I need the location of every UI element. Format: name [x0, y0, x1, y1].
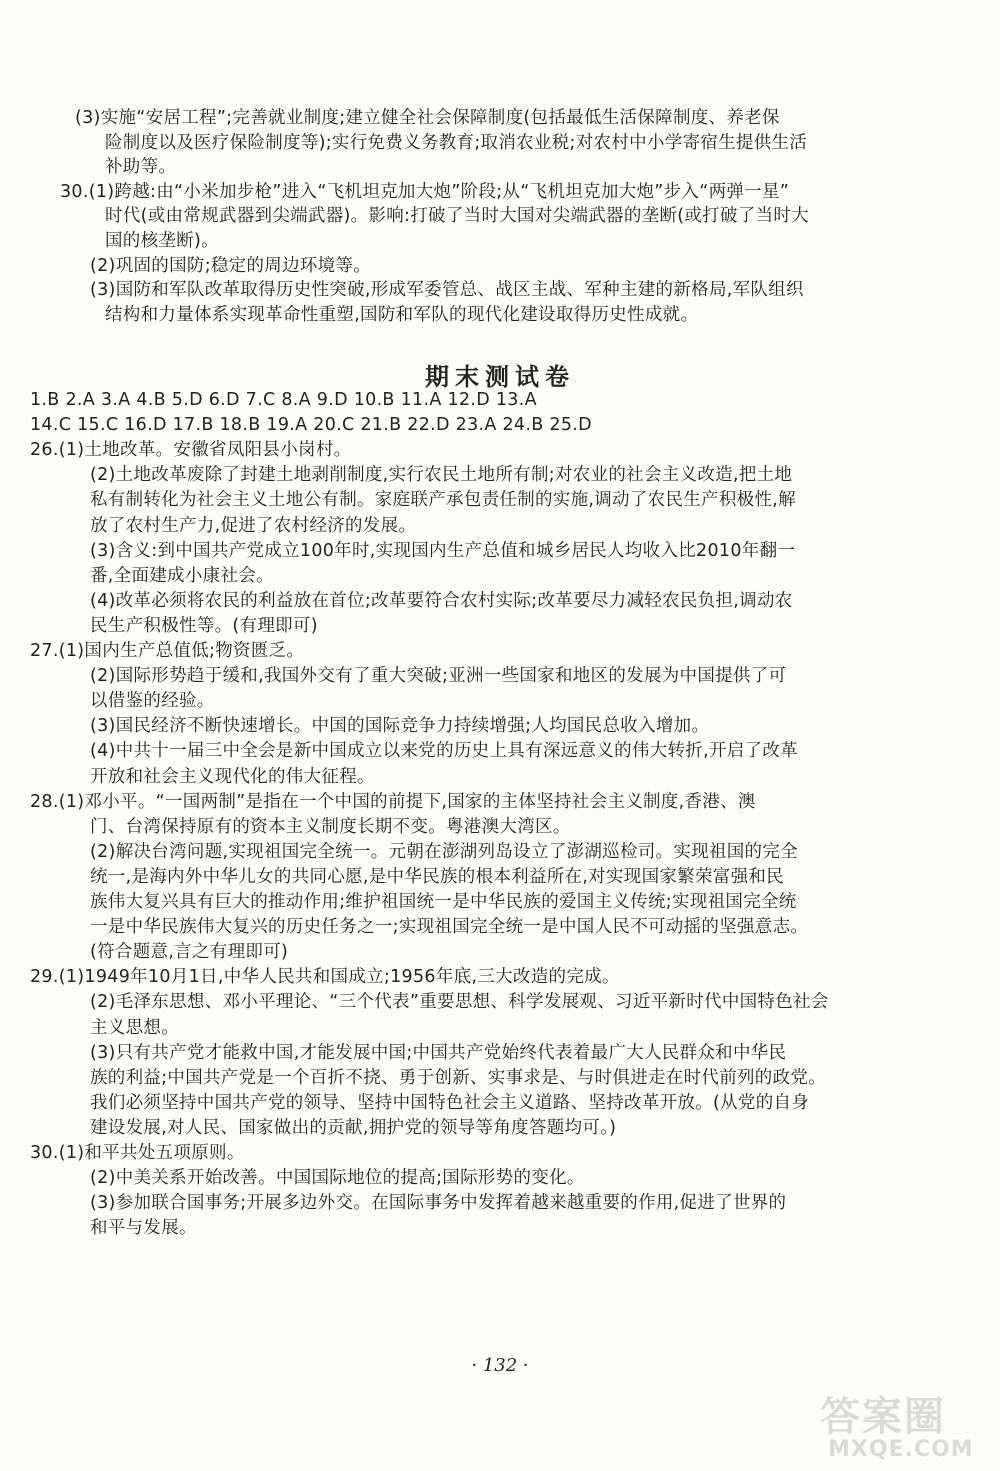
page-number: · 132 · — [471, 1355, 529, 1376]
text-line: (4)中共十一届三中全会是新中国成立以来党的历史上具有深远意义的伟大转折,开启了改革 — [90, 741, 798, 762]
text-line: 私有制转化为社会主义土地公有制。家庭联产承包责任制的实施,调动了农民生产积极性,解 — [90, 490, 796, 511]
text-line: 30.(1)跨越:由“小米加步枪”进入“飞机坦克加大炮”阶段;从“飞机坦克加大炮”步入“两弹一星” — [60, 181, 790, 202]
text-line: (3)参加联合国事务;开展多边外交。在国际事务中发挥着越来越重要的作用,促进了世界的 — [90, 1193, 787, 1214]
text-line: 结构和力量体系实现革命性重塑,国防和军队的现代化建设取得历史性成就。 — [105, 304, 699, 325]
text-line: 统一,是海内外中华儿女的共同心愿,是中华民族的根本利益所在,对实现国家繁荣富强和民 — [90, 866, 784, 887]
text-line: (3)实施“安居工程”;完善就业制度;建立健全社会保障制度(包括最低生活保障制度、养老保 — [75, 108, 780, 128]
text-line: 建设发展,对人民、国家做出的贡献,拥护党的领导等角度答题均可。) — [90, 1117, 617, 1138]
text-line: 时代(或由常规武器到尖端武器)。影响:打破了当时大国对尖端武器的垄断(或打破了当时大 — [105, 206, 809, 227]
text-line: 民生产积极性等。(有理即可) — [90, 615, 318, 636]
watermark-logo: 答案圈 — [820, 1394, 946, 1440]
text-line: 1.B 2.A 3.A 4.B 5.D 6.D 7.C 8.A 9.D 10.B 11.A 12.D 13.A — [30, 390, 537, 410]
text-line: 族的利益;中国共产党是一个百折不挠、勇于创新、实事求是、与时俱进走在时代前列的政党。 — [90, 1067, 826, 1088]
text-line: (2)巩固的国防;稳定的周边环境等。 — [90, 255, 372, 276]
text-line: 番,全面建成小康社会。 — [90, 565, 274, 586]
text-line: 28.(1)邓小平。“一国两制”是指在一个中国的前提下,国家的主体坚持社会主义制度,香港、澳 — [30, 791, 756, 812]
text-line: 27.(1)国内生产总值低;物资匮乏。 — [30, 641, 305, 661]
text-line: 族伟大复兴具有巨大的推动作用;维护祖国统一是中华民族的爱国主义传统;实现祖国完全统 — [90, 892, 797, 912]
text-line: (2)毛泽东思想、邓小平理论、“三个代表”重要思想、科学发展观、习近平新时代中国特色社会 — [90, 992, 829, 1013]
text-line: 放了农村生产力,促进了农村经济的发展。 — [90, 515, 417, 536]
text-line: (3)国防和军队改革取得历史性突破,形成军委管总、战区主战、军种主建的新格局,军队组织 — [90, 280, 804, 301]
text-line: (符合题意,言之有理即可) — [90, 942, 289, 963]
text-line: 30.(1)和平共处五项原则。 — [30, 1143, 245, 1163]
text-line: (4)改革必须将农民的利益放在首位;改革要符合农村实际;改革要尽力减轻农民负担,调动农 — [90, 590, 793, 611]
text-line: 主义思想。 — [90, 1017, 179, 1038]
text-line: 补助等。 — [105, 157, 177, 178]
watermark — [820, 1385, 990, 1465]
text-line: (2)中美关系开始改善。中国国际地位的提高;国际形势的变化。 — [90, 1168, 585, 1189]
text-line: (3)只有共产党才能救中国,才能发展中国;中国共产党始终代表着最广大人民群众和中华民 — [90, 1042, 787, 1063]
text-line: (2)土地改革废除了封建土地剥削制度,实行农民土地所有制;对农业的社会主义改造,把土地 — [90, 465, 793, 486]
text-line: 以借鉴的经验。 — [90, 691, 215, 712]
section-title: 期末测试卷 — [425, 362, 575, 391]
text-line: 我们必须坚持中国共产党的领导、坚持中国特色社会主义道路、坚持改革开放。(从党的自身 — [90, 1092, 810, 1113]
text-line: 险制度以及医疗保险制度等);实行免费义务教育;取消农业税;对农村中小学寄宿生提供生活 — [105, 132, 808, 153]
text-line: 14.C 15.C 16.D 17.B 18.B 19.A 20.C 21.B 22.D 23.A 24.B 25.D — [30, 415, 592, 436]
text-line: 门、台湾保持原有的资本主义制度长期不变。粤港澳大湾区。 — [90, 816, 571, 837]
text-line: (2)国际形势趋于缓和,我国外交有了重大突破;亚洲一些国家和地区的发展为中国提供了可 — [90, 666, 787, 687]
text-line: (2)解决台湾问题,实现祖国完全统一。元朝在澎湖列岛设立了澎湖巡检司。实现祖国的完全 — [90, 841, 798, 862]
text-line: 和平与发展。 — [90, 1218, 197, 1239]
text-line: 开放和社会主义现代化的伟大征程。 — [90, 766, 375, 787]
text-line: 国的核垄断)。 — [105, 231, 219, 251]
text-line: 29.(1)1949年10月1日,中华人民共和国成立;1956年底,三大改造的完成。 — [30, 967, 620, 988]
text-line: (3)含义:到中国共产党成立100年时,实现国内生产总值和城乡居民人均收入比2010年翻一 — [90, 540, 796, 561]
watermark-url: MXQE.COM — [828, 1437, 974, 1462]
text-line: 26.(1)土地改革。安徽省凤阳县小岗村。 — [30, 440, 352, 461]
text-line: 一是中华民族伟大复兴的历史任务之一;实现祖国完全统一是中国人民不可动摇的坚强意志。 — [90, 917, 809, 938]
text-line: (3)国民经济不断快速增长。中国的国际竞争力持续增强;人均国民总收入增加。 — [90, 716, 710, 737]
